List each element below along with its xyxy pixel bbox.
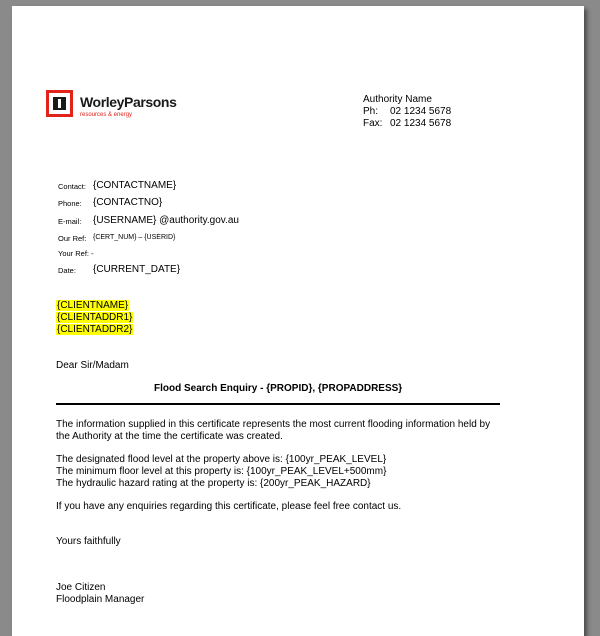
date-label: Date:	[58, 266, 76, 275]
our-ref-label: Our Ref:	[58, 234, 87, 243]
phone-label: Phone:	[58, 199, 82, 208]
document-page	[12, 6, 584, 636]
floor-level-line: The minimum floor level at this property is: {100yr_PEAK_LEVEL+500mm}	[56, 466, 387, 477]
contact-value: {CONTACTNAME}	[93, 180, 177, 191]
logo-tagline: resources & energy	[80, 112, 133, 118]
client-address-line-2: {CLIENTADDR2}	[57, 324, 133, 335]
authority-fax-row	[363, 118, 451, 130]
authority-fax: 02 1234 5678	[390, 118, 452, 129]
your-ref: Your Ref: -	[58, 249, 94, 258]
authority-block	[363, 94, 451, 130]
authority-phone: 02 1234 5678	[390, 106, 452, 117]
flood-details-paragraph	[56, 454, 526, 490]
heading-divider	[56, 403, 500, 405]
our-ref-value: {CERT_NUM} – {USERID}	[93, 234, 176, 241]
authority-name: Authority Name	[363, 94, 432, 105]
intro-paragraph	[56, 419, 526, 443]
signature-block	[56, 582, 526, 606]
email-value: {USERNAME} @authority.gov.au	[93, 215, 239, 226]
client-address-line-1: {CLIENTADDR1}	[57, 312, 133, 323]
date-value: {CURRENT_DATE}	[93, 264, 181, 275]
authority-phone-row	[363, 106, 451, 118]
logo-name: WorleyParsons	[80, 94, 177, 110]
phone-value: {CONTACTNO}	[93, 197, 163, 208]
contact-label: Contact:	[58, 182, 86, 191]
intro-line-1: The information supplied in this certificate represents the most current flooding information held by	[56, 419, 491, 430]
hazard-line: The hydraulic hazard rating at the property is: {200yr_PEAK_HAZARD}	[56, 478, 371, 489]
intro-line-2: the Authority at the time the certificate was created.	[56, 431, 283, 442]
enquiries-paragraph: If you have any enquiries regarding this certificate, please feel free contact us.	[56, 501, 402, 512]
signer-title: Floodplain Manager	[56, 594, 145, 605]
client-name: {CLIENTNAME}	[57, 300, 129, 311]
signer-name: Joe Citizen	[56, 582, 106, 593]
salutation: Dear Sir/Madam	[56, 360, 129, 371]
client-address-block	[56, 300, 133, 336]
letter-heading: Flood Search Enquiry - {PROPID}, {PROPADDRESS}	[154, 383, 403, 394]
email-label: E-mail:	[58, 217, 82, 226]
logo-mark-icon	[46, 90, 73, 117]
authority-fax-label: Fax:	[363, 118, 383, 129]
closing: Yours faithfully	[56, 536, 121, 547]
authority-phone-label: Ph:	[363, 106, 379, 117]
flood-level-line: The designated flood level at the property above is: {100yr_PEAK_LEVEL}	[56, 454, 387, 465]
company-logo	[46, 90, 186, 124]
